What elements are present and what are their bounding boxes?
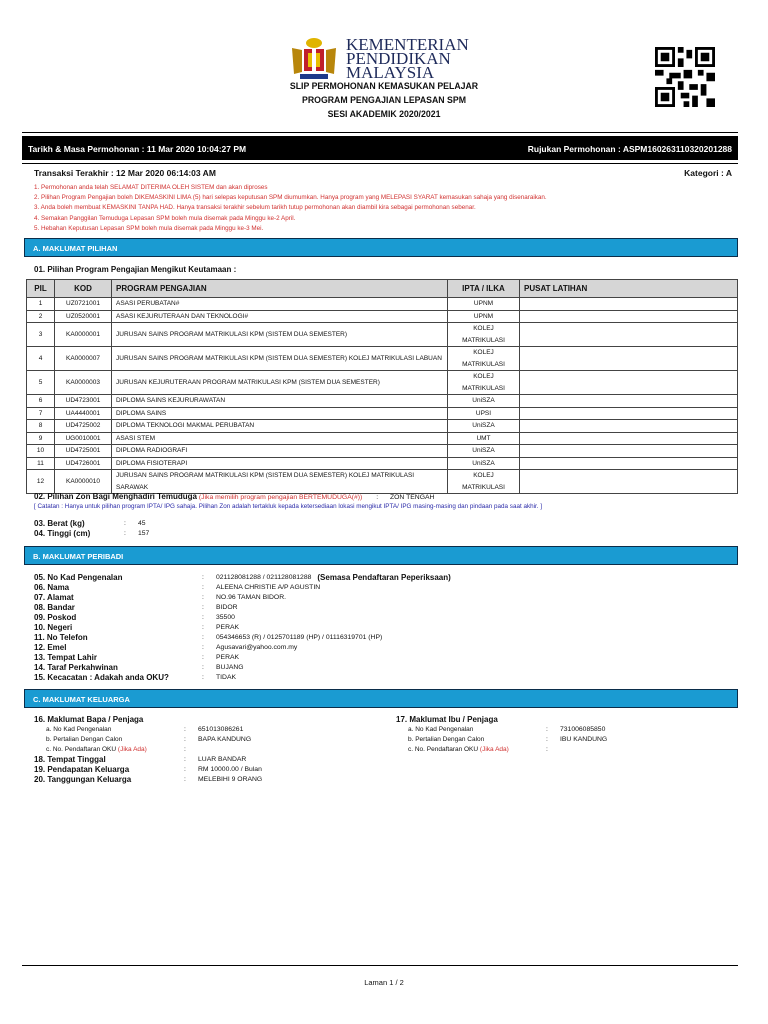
field-extra: (Semasa Pendaftaran Peperiksaan): [317, 572, 451, 582]
field-label: 12. Emel: [34, 642, 67, 652]
field-value: MELEBIHI 9 ORANG: [198, 775, 263, 783]
program-cell: JURUSAN KEJURUTERAAN PROGRAM MATRIKULASI KPM (SISTEM DUA SEMESTER): [112, 371, 448, 395]
pil-cell: 5: [27, 371, 55, 395]
field-value: 021128081288 / 021128081288: [216, 573, 312, 581]
field-separator: :: [184, 755, 186, 763]
field-label: 10. Negeri: [34, 622, 73, 632]
field-value: PERAK: [216, 653, 240, 661]
field-label-text: b. Pertalian Dengan Calon: [408, 735, 485, 743]
kod-cell: UG0010001: [55, 432, 112, 445]
field-label: 19. Pendapatan Keluarga: [34, 764, 130, 774]
program-cell: DIPLOMA TEKNOLOGI MAKMAL PERUBATAN: [112, 420, 448, 433]
coat-of-arms-icon: [288, 36, 340, 82]
section-c-header: C. MAKLUMAT KELUARGA: [24, 689, 738, 708]
last-transaction: Transaksi Terakhir : 12 Mar 2020 06:14:03 AM: [34, 168, 216, 178]
field-label: 13. Tempat Lahir: [34, 652, 97, 662]
application-reference: Rujukan Permohonan : ASPM160263110320201288: [527, 144, 732, 154]
field-value: NO.96 TAMAN BIDOR.: [216, 593, 286, 601]
mother-title: 17. Maklumat Ibu / Penjaga: [396, 714, 498, 724]
document-titles: [31, 80, 738, 122]
page-number: Laman 1 / 2: [364, 978, 404, 987]
field-label: [396, 736, 546, 743]
field-row: [396, 724, 736, 734]
field-row: [34, 724, 384, 734]
category: Kategori : A: [684, 168, 732, 178]
program-cell: JURUSAN SAINS PROGRAM MATRIKULASI KPM (SISTEM DUA SEMESTER) KOLEJ MATRIKULASI SARAWAK: [112, 470, 448, 494]
program-cell: DIPLOMA RADIOGRAFI: [112, 445, 448, 458]
table-row: [27, 371, 738, 395]
field-separator: :: [202, 593, 204, 601]
table-row: [27, 470, 738, 494]
program-cell: DIPLOMA FISIOTERAPI: [112, 457, 448, 470]
pil-cell: 12: [27, 470, 55, 494]
pil-cell: 9: [27, 432, 55, 445]
field-value: 35500: [216, 613, 235, 621]
field-separator: :: [184, 765, 186, 773]
program-cell: ASASI STEM: [112, 432, 448, 445]
field-row: [34, 592, 634, 602]
pil-cell: 4: [27, 347, 55, 371]
field-label: 07. Alamat: [34, 592, 74, 602]
field-value: 45: [138, 519, 146, 527]
logo-line-3: MALAYSIA: [346, 63, 435, 82]
footer-divider: [22, 965, 738, 966]
pusat-latihan-cell: [520, 470, 738, 494]
field-value: BIDOR: [216, 603, 238, 611]
table-row: [27, 432, 738, 445]
field-separator: :: [202, 583, 204, 591]
field-row: [34, 652, 634, 662]
field-label: 11. No Telefon: [34, 632, 88, 642]
field-value: ALEENA CHRISTIE A/P AGUSTIN: [216, 583, 321, 591]
ministry-logo: [288, 34, 488, 84]
field-row: [34, 572, 634, 582]
title-line: PROGRAM PENGAJIAN LEPASAN SPM: [302, 95, 466, 106]
section-b-header: B. MAKLUMAT PERIBADI: [24, 546, 738, 565]
title-line: SESI AKADEMIK 2020/2021: [327, 109, 441, 120]
table-row: [27, 395, 738, 408]
pil-cell: 7: [27, 407, 55, 420]
pusat-latihan-cell: [520, 323, 738, 347]
field-label-text: b. Pertalian Dengan Calon: [46, 735, 123, 743]
ipta-cell: UPNM: [448, 298, 520, 311]
field-separator: :: [184, 775, 186, 783]
field-separator: :: [202, 573, 204, 581]
pusat-latihan-cell: [520, 310, 738, 323]
pusat-latihan-cell: [520, 395, 738, 408]
field-value: Agusavari@yahoo.com.my: [216, 643, 298, 651]
field-note: (Jika Ada): [117, 745, 147, 753]
pil-cell: 1: [27, 298, 55, 311]
notice-item: 4. Semakan Panggilan Temuduga Lepasan SPM boleh mula disemak pada Minggu ke-2 April.: [34, 214, 296, 222]
pil-cell: 2: [27, 310, 55, 323]
program-cell: JURUSAN SAINS PROGRAM MATRIKULASI KPM (SISTEM DUA SEMESTER): [112, 323, 448, 347]
section-a-header: A. MAKLUMAT PILIHAN: [24, 238, 738, 257]
program-cell: JURUSAN SAINS PROGRAM MATRIKULASI KPM (SISTEM DUA SEMESTER) KOLEJ MATRIKULASI LABUAN: [112, 347, 448, 371]
pusat-latihan-cell: [520, 420, 738, 433]
field-label-text: a. No Kad Pengenalan: [46, 725, 112, 733]
field-row: [34, 764, 384, 774]
program-cell: ASASI PERUBATAN#: [112, 298, 448, 311]
field-label-text: a. No Kad Pengenalan: [408, 725, 474, 733]
notice-item: 3. Anda boleh membuat KEMASKINI TANPA HAD. Hanya transaksi terakhir sebelum tarikh tutup permohonan akan diambil kira sebagai permohonan sebenar.: [34, 204, 476, 212]
field-row: [34, 602, 634, 612]
qr-code-icon: [654, 47, 716, 107]
field-label: 06. Nama: [34, 582, 70, 592]
field-label: [396, 726, 546, 733]
field-row: [34, 642, 634, 652]
field-label: 03. Berat (kg): [34, 518, 85, 528]
table-row: [27, 445, 738, 458]
field-row: [34, 754, 384, 764]
field-separator: :: [202, 663, 204, 671]
field-label: 04. Tinggi (cm): [34, 528, 91, 538]
field-value: IBU KANDUNG: [560, 735, 608, 743]
field-separator: :: [184, 745, 186, 753]
ipta-cell: UPNM: [448, 310, 520, 323]
field-separator: :: [202, 653, 204, 661]
pil-cell: 10: [27, 445, 55, 458]
field-value: LUAR BANDAR: [198, 755, 247, 763]
field-label: 05. No Kad Pengenalan: [34, 572, 123, 582]
field-value: 731006085850: [560, 725, 606, 733]
ipta-cell: KOLEJ MATRIKULASI: [448, 347, 520, 371]
col-pil: PIL: [27, 280, 55, 298]
field-row: [396, 744, 736, 754]
ipta-cell: UniSZA: [448, 420, 520, 433]
kod-cell: UA4440001: [55, 407, 112, 420]
transaction-row: [34, 168, 732, 178]
table-row: [27, 298, 738, 311]
ipta-cell: KOLEJ MATRIKULASI: [448, 470, 520, 494]
pil-cell: 11: [27, 457, 55, 470]
program-table: [26, 279, 738, 494]
ipta-cell: UniSZA: [448, 457, 520, 470]
field-label: [34, 736, 184, 743]
pusat-latihan-cell: [520, 432, 738, 445]
ipta-cell: UMT: [448, 432, 520, 445]
field-row: [34, 734, 384, 744]
field-value: TIDAK: [216, 673, 237, 681]
col-ipta: IPTA / ILKA: [448, 280, 520, 298]
field-label: 18. Tempat Tinggal: [34, 754, 106, 764]
logo-line-2: PENDIDIKAN: [346, 49, 451, 68]
kod-cell: UD4723001: [55, 395, 112, 408]
kod-cell: UD4725002: [55, 420, 112, 433]
field-row: [34, 518, 334, 528]
table-row: [27, 323, 738, 347]
field-value: BAPA KANDUNG: [198, 735, 252, 743]
field-value: 157: [138, 529, 150, 537]
program-cell: DIPLOMA SAINS KEJURURAWATAN: [112, 395, 448, 408]
kod-cell: KA0000007: [55, 347, 112, 371]
ipta-cell: UniSZA: [448, 395, 520, 408]
zone-value: ZON TENGAH: [389, 494, 435, 501]
logo-line-1: KEMENTERIAN: [346, 35, 469, 54]
field-separator: :: [124, 519, 126, 527]
field-separator: :: [202, 643, 204, 651]
field-separator: :: [202, 613, 204, 621]
table-row: [27, 407, 738, 420]
zone-choice: 02. Pilihan Zon Bagi Menghadiri Temuduga (Jika memilih program pengajian BERTEMUDUGA(#)) : ZON TENGAH: [34, 492, 435, 501]
field-row: [396, 734, 736, 744]
field-label: [34, 746, 184, 753]
pil-cell: 3: [27, 323, 55, 347]
field-label: 08. Bandar: [34, 602, 75, 612]
kod-cell: UZ0520001: [55, 310, 112, 323]
father-title: 16. Maklumat Bapa / Penjaga: [34, 714, 144, 724]
col-kod: KOD: [55, 280, 112, 298]
col-program: PROGRAM PENGAJIAN: [112, 280, 448, 298]
pusat-latihan-cell: [520, 371, 738, 395]
title-line: SLIP PERMOHONAN KEMASUKAN PELAJAR: [289, 81, 479, 92]
kod-cell: KA0000001: [55, 323, 112, 347]
ipta-cell: UPSI: [448, 407, 520, 420]
kod-cell: UD4725001: [55, 445, 112, 458]
field-separator: :: [184, 725, 186, 733]
field-label-text: c. No. Pendaftaran OKU: [408, 745, 479, 753]
field-row: [34, 774, 384, 784]
notice-item: 2. Pilihan Program Pengajian boleh DIKEMASKINI LIMA (5) hari selepas keputusan SPM diumumkan. Hanya program yang MELEPASI SYARAT kemasukan sahaja yang disenaraikan.: [34, 194, 547, 202]
field-value: RM 10000.00 / Bulan: [198, 765, 262, 773]
mother-info: [396, 714, 736, 754]
col-pusat-latihan: PUSAT LATIHAN: [520, 280, 738, 298]
field-label: [34, 726, 184, 733]
kod-cell: UD4726001: [55, 457, 112, 470]
table-row: [27, 457, 738, 470]
field-row: [34, 672, 634, 682]
field-label: [396, 746, 546, 753]
table-row: [27, 420, 738, 433]
field-separator: :: [202, 603, 204, 611]
field-label-text: c. No. Pendaftaran OKU: [46, 745, 117, 753]
field-row: [34, 528, 334, 538]
ipta-cell: KOLEJ MATRIKULASI: [448, 323, 520, 347]
notice-list: [34, 183, 547, 234]
field-separator: :: [124, 529, 126, 537]
field-row: [34, 662, 634, 672]
field-row: [34, 622, 634, 632]
field-row: [34, 632, 634, 642]
field-separator: :: [546, 735, 548, 743]
zone-remark: [ Catatan : Hanya untuk pilihan program IPTA/ IPG sahaja. Pilihan Zon adalah tertakluk kepada ketersediaan lokasi mengikut IPTA/ IPG masing-masing dan pindaan pada saat akhir. ]: [34, 503, 542, 510]
pil-cell: 6: [27, 395, 55, 408]
kod-cell: KA0000003: [55, 371, 112, 395]
notice-item: 1. Permohonan anda telah SELAMAT DITERIMA OLEH SISTEM dan akan diproses: [34, 184, 268, 191]
field-label: 09. Poskod: [34, 612, 77, 622]
kod-cell: KA0000010: [55, 470, 112, 494]
pusat-latihan-cell: [520, 457, 738, 470]
notice-item: 5. Hebahan Keputusan Lepasan SPM boleh mula disemak pada Minggu ke-3 Mei.: [34, 224, 264, 232]
field-label: 20. Tanggungan Keluarga: [34, 774, 132, 784]
field-separator: :: [202, 633, 204, 641]
application-datetime: Tarikh & Masa Permohonan : 11 Mar 2020 10:04:27 PM: [28, 144, 247, 154]
field-row: [34, 582, 634, 592]
field-value: 054346653 (R) / 0125701189 (HP) / 01116319701 (HP): [216, 633, 383, 641]
field-separator: :: [546, 745, 548, 753]
zone-label: 02. Pilihan Zon Bagi Menghadiri Temuduga: [34, 492, 197, 501]
program-cell: DIPLOMA SAINS: [112, 407, 448, 420]
table-row: [27, 347, 738, 371]
pusat-latihan-cell: [520, 407, 738, 420]
field-value: PERAK: [216, 623, 240, 631]
field-label: 14. Taraf Perkahwinan: [34, 662, 118, 672]
kod-cell: UZ0721001: [55, 298, 112, 311]
field-separator: :: [184, 735, 186, 743]
field-row: [34, 612, 634, 622]
field-separator: :: [546, 725, 548, 733]
field-row: [34, 744, 384, 754]
ipta-cell: KOLEJ MATRIKULASI: [448, 371, 520, 395]
father-info: [34, 714, 384, 784]
field-value: BUJANG: [216, 663, 244, 671]
field-separator: :: [202, 673, 204, 681]
pusat-latihan-cell: [520, 445, 738, 458]
zone-note: (Jika memilih program pengajian BERTEMUDUGA(#)): [198, 494, 363, 501]
ipta-cell: UniSZA: [448, 445, 520, 458]
program-choice-label: 01. Pilihan Program Pengajian Mengikut Keutamaan :: [34, 265, 237, 274]
table-row: [27, 310, 738, 323]
field-note: (Jika Ada): [479, 745, 509, 753]
pusat-latihan-cell: [520, 298, 738, 311]
field-separator: :: [202, 623, 204, 631]
program-cell: ASASI KEJURUTERAAN DAN TEKNOLOGI#: [112, 310, 448, 323]
pil-cell: 8: [27, 420, 55, 433]
application-info-bar: [22, 136, 738, 160]
field-label: 15. Kecacatan : Adakah anda OKU?: [34, 672, 169, 682]
field-value: 651013086261: [198, 725, 244, 733]
pusat-latihan-cell: [520, 347, 738, 371]
